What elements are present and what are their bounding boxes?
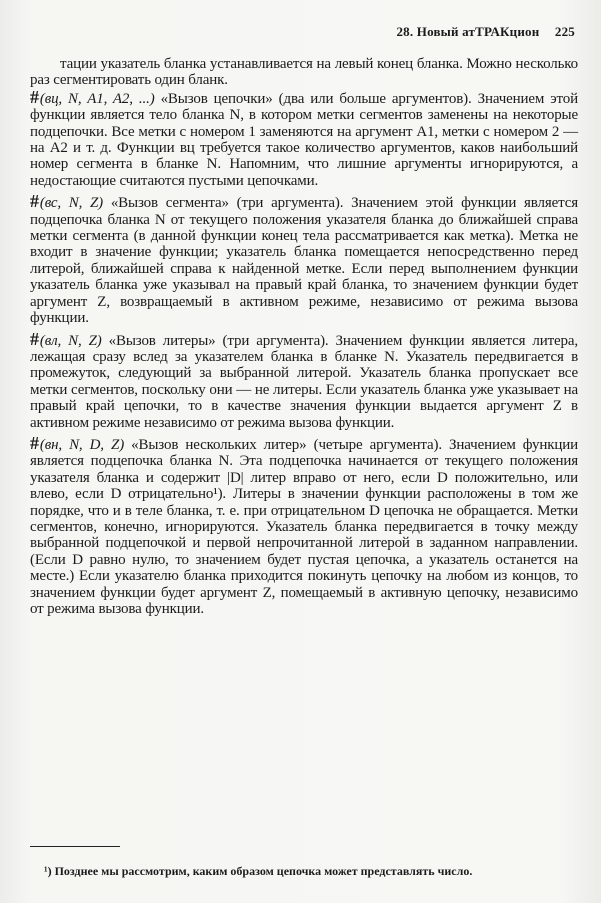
footnote: ¹) Позднее мы рассмотрим, каким образом цепочка может представлять число. — [44, 864, 473, 878]
definition-vc — [30, 86, 578, 189]
page-body — [30, 56, 578, 617]
definition-vs — [30, 193, 578, 326]
hash-symbol: # — [30, 191, 39, 212]
definition-vl — [30, 328, 578, 431]
hash-symbol: # — [30, 86, 39, 107]
function-signature: (вл, N, Z) — [39, 332, 102, 349]
intro-paragraph: тации указатель бланка устанавливается на левый конец бланка. Можно несколько раз сегментировать один бланк. — [30, 56, 578, 89]
function-signature: (вц, N, A1, A2, ...) — [39, 90, 155, 107]
hash-symbol: # — [30, 432, 39, 453]
definition-text: «Вызов цепочки» (два или больше аргументов). Значением этой функции является тело бланка N, в котором метки сегментов заменены на некоторые подцепочки. Все метки с номером 1 заменяются на аргумент A1, метки с номером 2 — на A2 и т. д. Функции вц требуется такое количество аргументов, каков наибольший номер сегмента в бланке N. Напомним, что лишние аргументы игнорируются, а недостающие считаются пустыми цепочками. — [30, 90, 578, 189]
definition-text: «Вызов сегмента» (три аргумента). Значением этой функции является подцепочка бланка N от текущего положения указателя бланка до ближайшей справа метки сегмента (в данной функции конец тела рассматривается как метка). Метка не входит в значение функции; указатель бланка помещается непосредственно перед литерой, ближайшей справа к найденной метке. Если перед выполнением функции указатель бланка уже указывал на правый край бланка, то значением функции будет аргумент Z, возвращаемый в активном режиме, независимо от режима вызова функции. — [30, 195, 578, 327]
function-signature: (вн, N, D, Z) — [39, 436, 125, 453]
footnote-divider — [30, 846, 120, 847]
definition-text: «Вызов нескольких литер» (четыре аргумента). Значением функции является подцепочка бланка N. Эта подцепочка начинается от текущего положения указателя бланка и содержит |D| литер вправо от него, если D положительно, или влево, если D отрицательно¹). Литеры в значении функции расположены в том же порядке, что и в теле бланка, т. е. при отрицательном D цепочка не обращается. Метки сегментов, конечно, игнорируются. Указатель бланка передвигается в точку между выбранной подцепочкой и первой непрочитанной литерой в заданном направлении. (Если D равно нулю, то значением будет пустая цепочка, а указатель останется на месте.) Если указателю бланка приходится покинуть цепочку на любом из концов, то значением функции будет аргумент Z, помещаемый в активную цепочку, независимо от режима вызова функции. — [30, 436, 578, 617]
definition-vn — [30, 432, 578, 617]
page-number: 225 — [554, 24, 575, 39]
running-header — [396, 24, 575, 40]
running-title: 28. Новый атТРАКцион — [396, 24, 540, 39]
definition-text: «Вызов литеры» (три аргумента). Значением функции является литера, лежащая сразу вслед за указателем бланка в бланке N. Указатель передвигается в промежуток, следующий за выбранной литерой. Указатель бланка пропускает все метки сегментов, поскольку они — не литеры. Если указатель бланка уже указывает на правый край цепочки, то в качестве значения функции выдается аргумент Z в активном режиме независимо от режима вызова функции. — [30, 332, 578, 431]
function-signature: (вс, N, Z) — [39, 195, 104, 212]
hash-symbol: # — [30, 328, 39, 349]
